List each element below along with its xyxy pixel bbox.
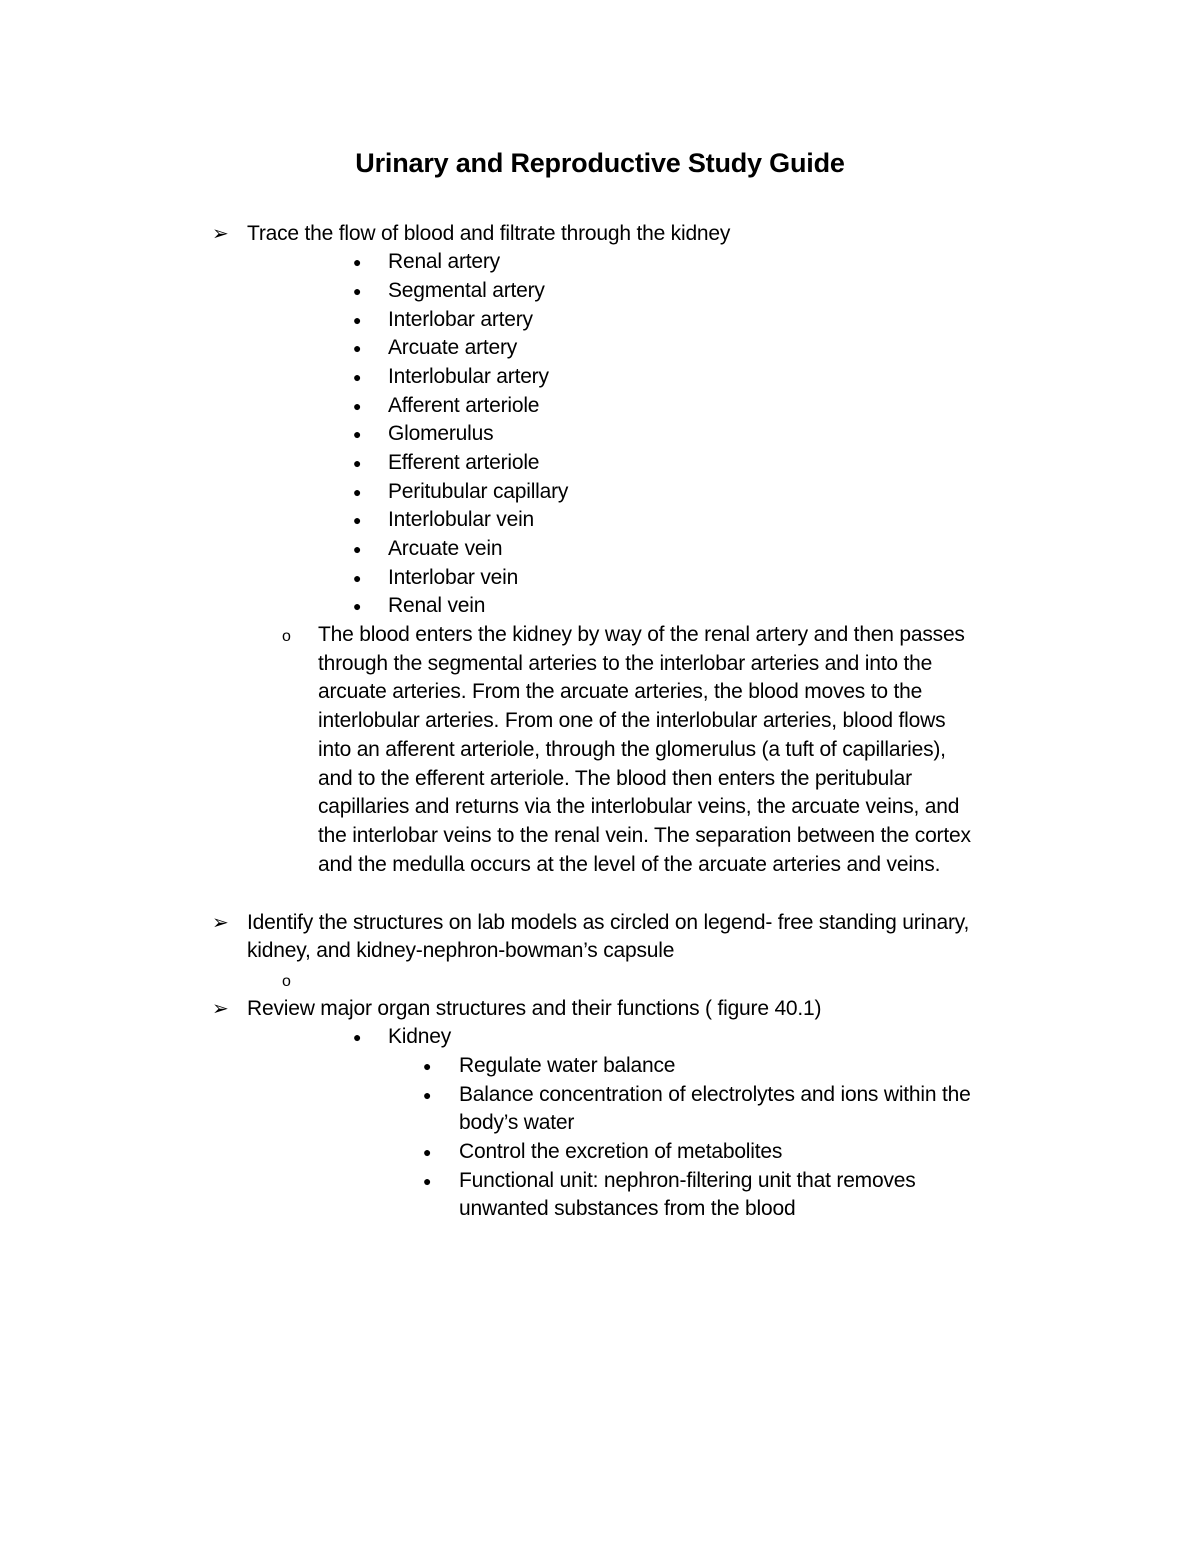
function-item: Functional unit: nephron-filtering unit that removes — [459, 1169, 916, 1192]
function-item: Regulate water balance — [459, 1054, 676, 1077]
paragraph-line: arcuate arteries. From the arcuate arteries, the blood moves to the — [318, 680, 923, 704]
paragraph-line: capillaries and returns via the interlobular veins, the arcuate veins, and — [318, 795, 960, 819]
paragraph-line: into an afferent arteriole, through the glomerulus (a tuft of capillaries), — [318, 737, 946, 761]
bullet-icon: ● — [353, 570, 362, 586]
list-item: Renal vein — [388, 594, 486, 617]
paragraph-line: through the segmental arteries to the interlobar arteries and into the — [318, 651, 933, 675]
section-heading-continued: kidney, and kidney-nephron-bowman’s capsule — [247, 939, 675, 962]
list-item: Arcuate vein — [388, 537, 503, 560]
section-heading: Trace the flow of blood and filtrate through the kidney — [247, 222, 731, 245]
organ-item: Kidney — [388, 1025, 452, 1048]
bullet-icon: ● — [423, 1087, 432, 1103]
page-title: Urinary and Reproductive Study Guide — [355, 148, 845, 178]
paragraph-line: interlobular arteries. From one of the interlobular arteries, blood flows — [318, 709, 946, 733]
list-item: Interlobular vein — [388, 508, 535, 531]
paragraph-line: The blood enters the kidney by way of the renal artery and then passes — [318, 623, 965, 646]
list-item: Renal artery — [388, 250, 500, 273]
bullet-icon: ● — [423, 1144, 432, 1160]
section-heading: Review major organ structures and their functions ( figure 40.1) — [247, 997, 822, 1020]
list-item: Interlobular artery — [388, 365, 549, 388]
paragraph-line: and the medulla occurs at the level of the arcuate arteries and veins. — [318, 852, 941, 876]
bullet-icon: ● — [353, 598, 362, 614]
list-item: Interlobar artery — [388, 308, 533, 331]
bullet-icon: ● — [353, 426, 362, 442]
bullet-icon: ● — [353, 512, 362, 528]
bullet-icon: ● — [353, 254, 362, 270]
list-item: Peritubular capillary — [388, 480, 569, 503]
bullet-icon: ● — [423, 1173, 432, 1189]
bullet-icon: ● — [353, 1029, 362, 1045]
circle-bullet-icon: o — [282, 973, 291, 990]
arrow-bullet-icon: ➢ — [212, 912, 229, 934]
blood-flow-paragraph — [318, 621, 1018, 879]
paragraph-line: and to the efferent arteriole. The blood then enters the peritubular — [318, 766, 912, 790]
bullet-icon: ● — [423, 1058, 432, 1074]
function-item: Balance concentration of electrolytes and ions within the — [459, 1083, 971, 1106]
list-item: Segmental artery — [388, 279, 545, 302]
list-item: Arcuate artery — [388, 336, 518, 359]
list-item: Glomerulus — [388, 422, 494, 445]
section-heading: Identify the structures on lab models as circled on legend- free standing urinary, — [247, 911, 970, 934]
list-item: Interlobar vein — [388, 566, 519, 589]
bullet-icon: ● — [353, 541, 362, 557]
function-item: Control the excretion of metabolites — [459, 1140, 783, 1163]
circle-bullet-icon: o — [282, 628, 291, 645]
list-item: Afferent arteriole — [388, 394, 540, 417]
bullet-icon: ● — [353, 455, 362, 471]
function-item-continued: unwanted substances from the blood — [459, 1197, 796, 1220]
function-item-continued: body’s water — [459, 1111, 575, 1134]
list-item: Efferent arteriole — [388, 451, 540, 474]
bullet-icon: ● — [353, 369, 362, 385]
bullet-icon: ● — [353, 340, 362, 356]
bullet-icon: ● — [353, 283, 362, 299]
bullet-icon: ● — [353, 398, 362, 414]
arrow-bullet-icon: ➢ — [212, 223, 229, 245]
bullet-icon: ● — [353, 484, 362, 500]
paragraph-line: the interlobar veins to the renal vein. The separation between the cortex — [318, 823, 971, 847]
bullet-icon: ● — [353, 312, 362, 328]
arrow-bullet-icon: ➢ — [212, 998, 229, 1020]
